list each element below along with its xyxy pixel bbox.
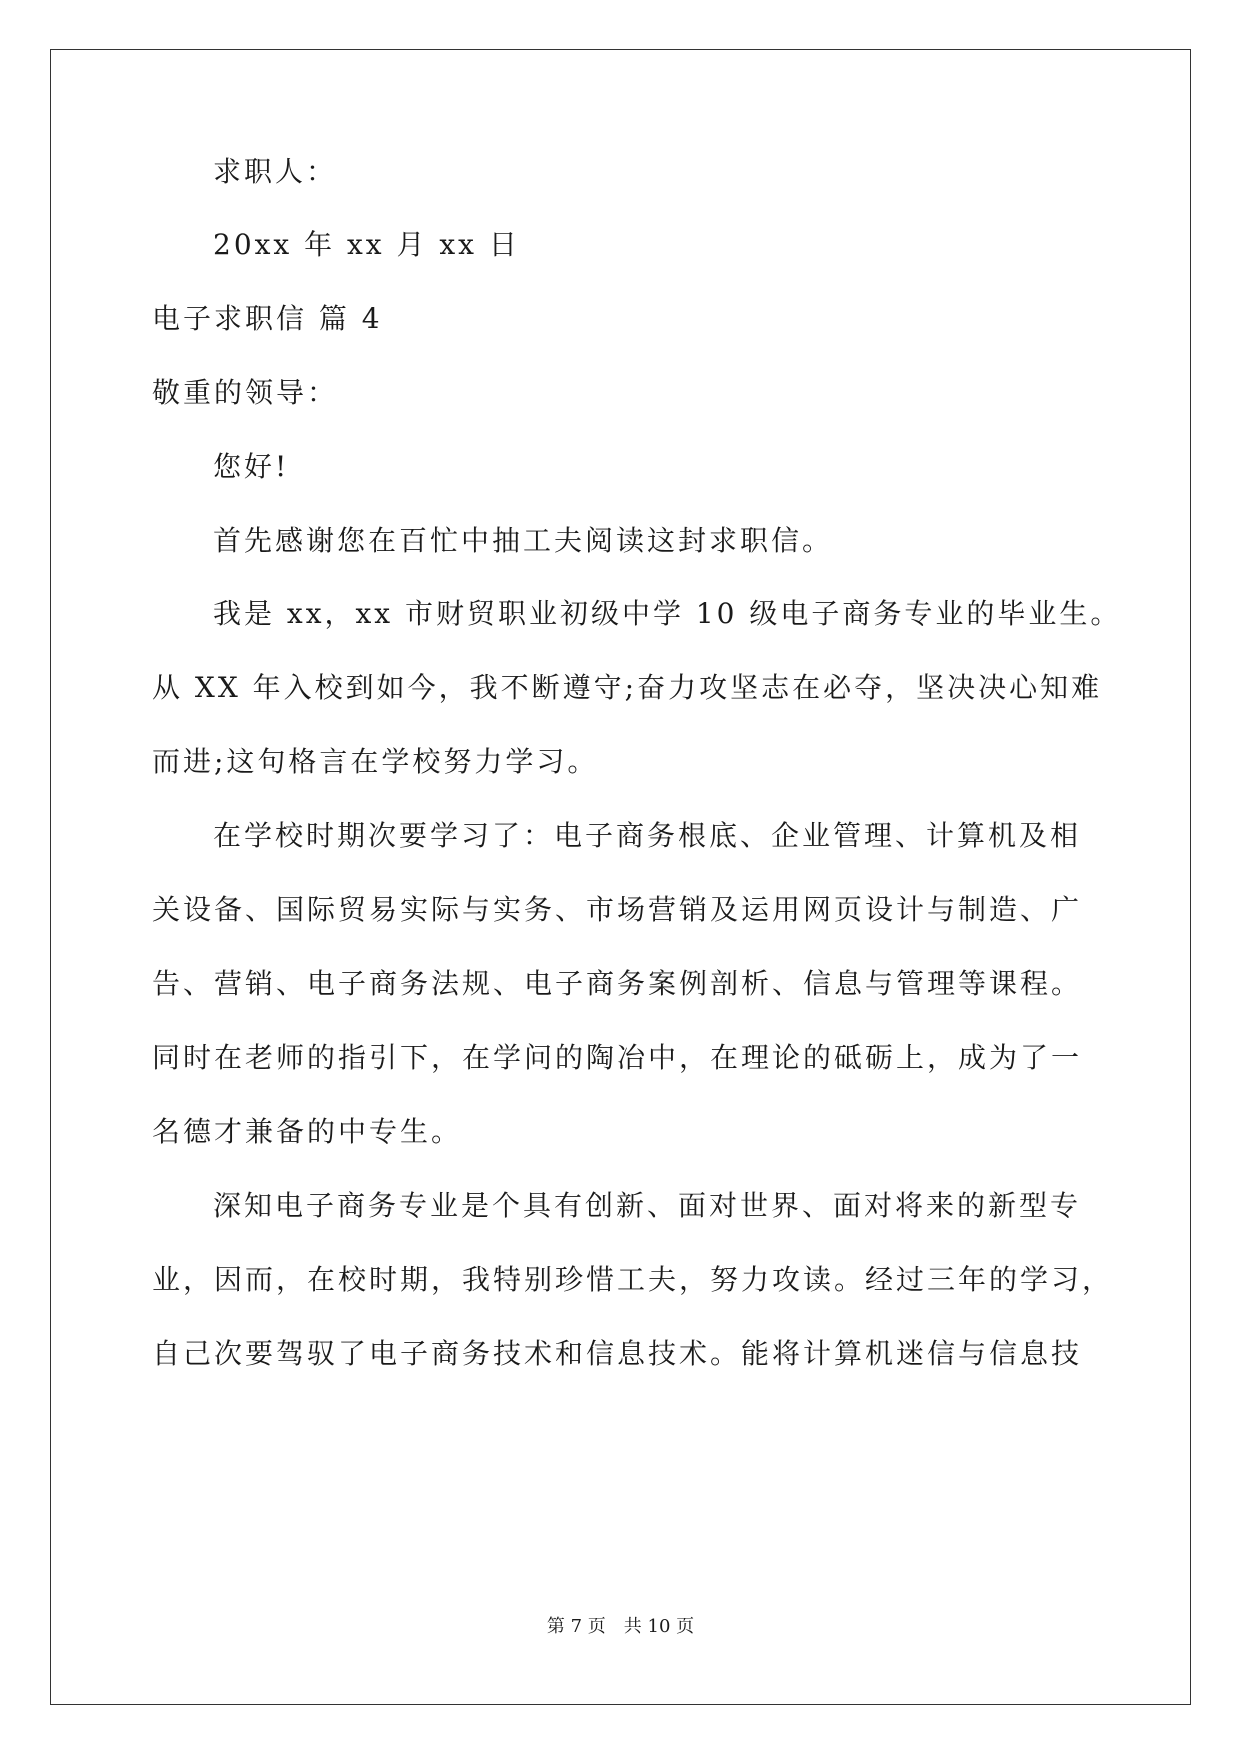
greeting: 您好! — [213, 450, 290, 483]
page-border — [50, 49, 1191, 1705]
date-line: 20xx 年 xx 月 xx 日 — [213, 228, 520, 261]
signature-label: 求职人： — [213, 155, 338, 188]
page-number: 第 7 页 共 10 页 — [546, 1616, 695, 1637]
page-footer — [0, 1615, 1241, 1639]
paragraph-line: 在学校时期次要学习了：电子商务根底、企业管理、计算机及相 — [213, 819, 1082, 852]
salutation: 敬重的领导： — [152, 376, 339, 409]
paragraph-line: 同时在老师的指引下，在学问的陶冶中，在理论的砥砺上，成为了一 — [152, 1041, 1083, 1074]
paragraph-line: 业，因而，在校时期，我特别珍惜工夫，努力攻读。经过三年的学习， — [152, 1263, 1114, 1296]
paragraph-line: 告、营销、电子商务法规、电子商务案例剖析、信息与管理等课程。 — [152, 967, 1083, 1000]
paragraph-line: 自己次要驾驭了电子商务技术和信息技术。能将计算机迷信与信息技 — [152, 1337, 1083, 1370]
paragraph-line: 首先感谢您在百忙中抽工夫阅读这封求职信。 — [213, 524, 834, 557]
paragraph-line: 而进;这句格言在学校努力学习。 — [152, 745, 599, 778]
paragraph-line: 名德才兼备的中专生。 — [152, 1115, 463, 1148]
paragraph-line: 从 XX 年入校到如今，我不断遵守;奋力攻坚志在必夺，坚决决心知难 — [152, 671, 1103, 704]
paragraph-line: 我是 xx，xx 市财贸职业初级中学 10 级电子商务专业的毕业生。 — [213, 597, 1122, 630]
paragraph-line: 深知电子商务专业是个具有创新、面对世界、面对将来的新型专 — [213, 1189, 1082, 1222]
paragraph-line: 关设备、国际贸易实际与实务、市场营销及运用网页设计与制造、广 — [152, 893, 1083, 926]
section-title: 电子求职信 篇 4 — [152, 302, 383, 335]
